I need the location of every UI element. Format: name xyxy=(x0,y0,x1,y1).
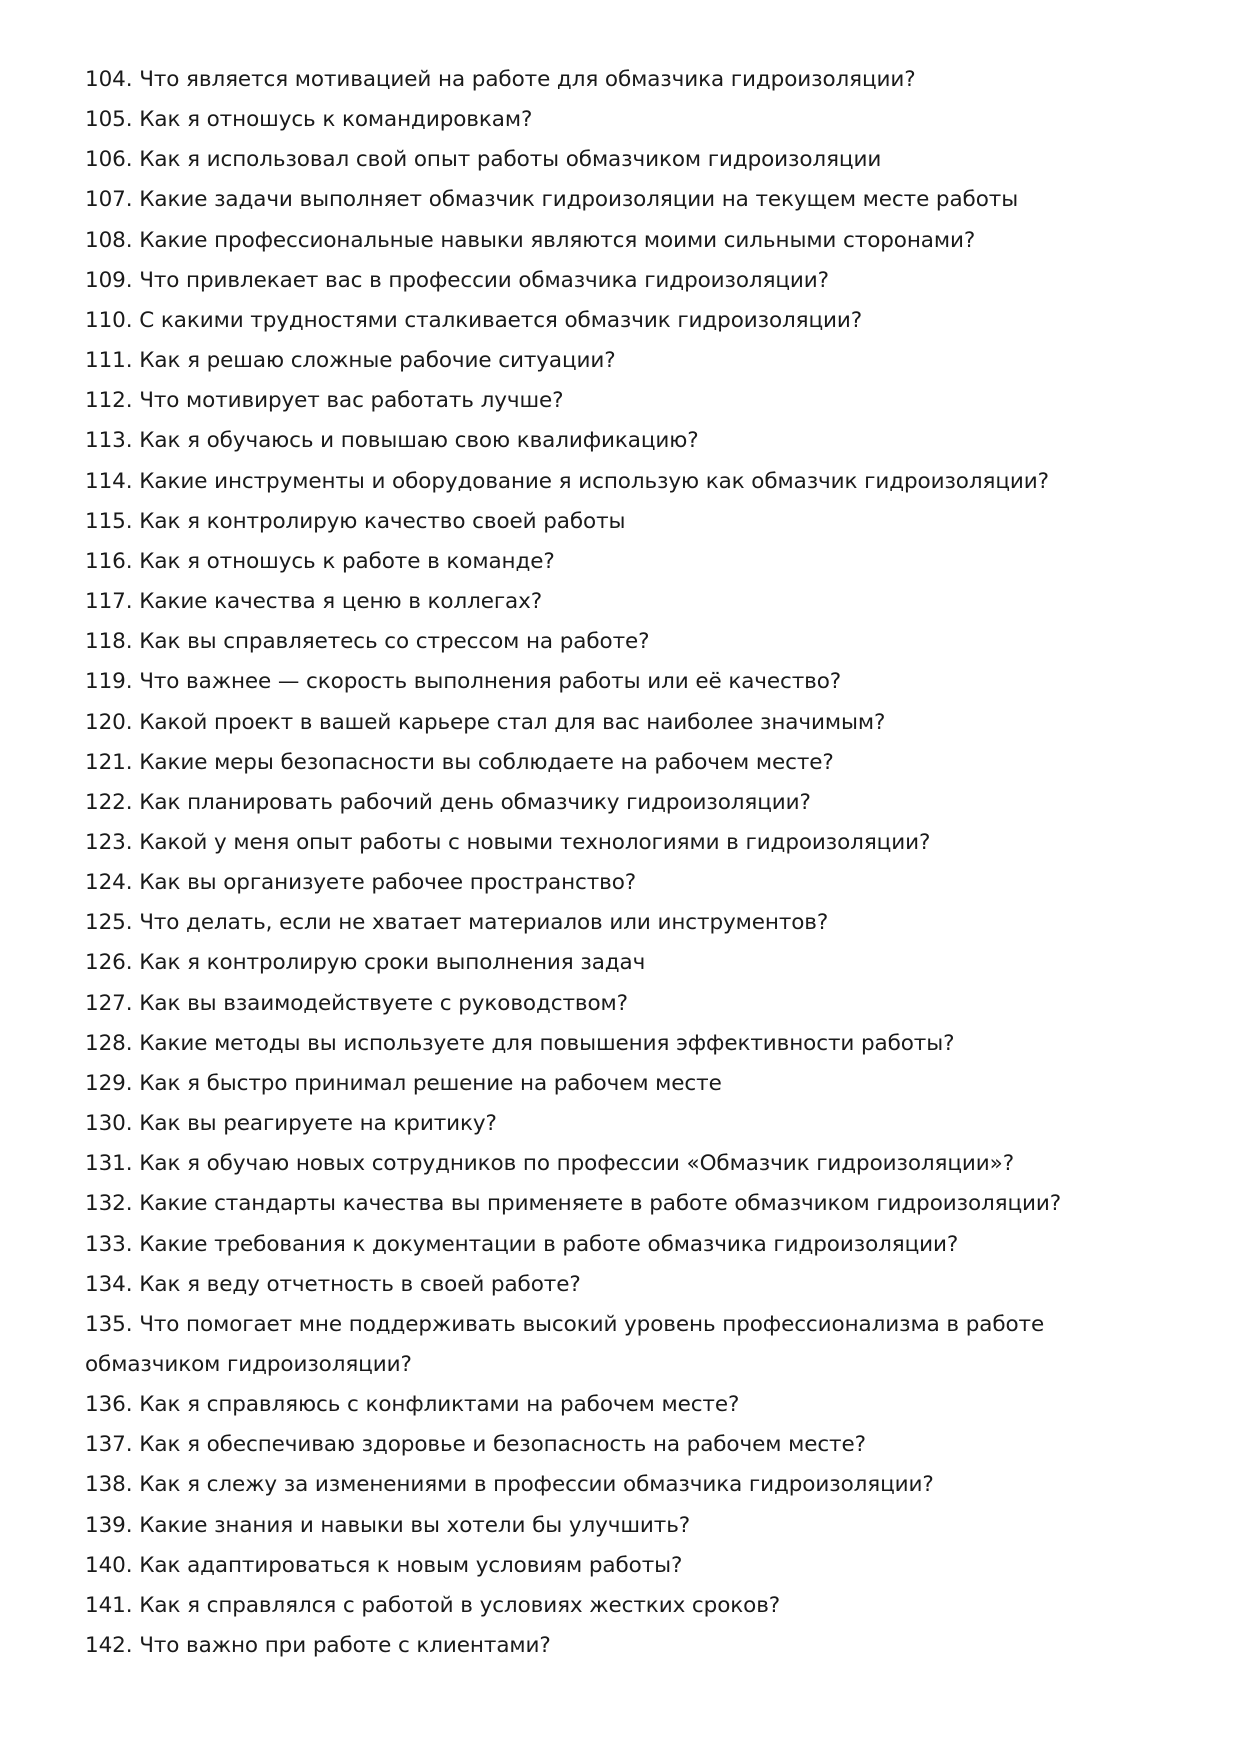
question-item: 111. Как я решаю сложные рабочие ситуации? xyxy=(85,348,616,374)
document-page xyxy=(85,60,1165,1666)
question-item: 116. Как я отношусь к работе в команде? xyxy=(85,548,555,574)
question-item: 118. Как вы справляетесь со стрессом на работе? xyxy=(85,629,650,655)
question-item: 108. Какие профессиональные навыки являются моими сильными сторонами? xyxy=(85,227,976,253)
question-item: 124. Как вы организуете рабочее пространство? xyxy=(85,870,637,896)
question-item: 130. Как вы реагируете на критику? xyxy=(85,1111,497,1137)
question-item: 134. Как я веду отчетность в своей работе? xyxy=(85,1271,581,1297)
question-item: 120. Какой проект в вашей карьере стал для вас наиболее значимым? xyxy=(85,709,886,735)
question-item: 127. Как вы взаимодействуете с руководством? xyxy=(85,990,628,1016)
question-item: 142. Что важно при работе с клиентами? xyxy=(85,1633,551,1659)
question-item: 137. Как я обеспечиваю здоровье и безопасность на рабочем месте? xyxy=(85,1432,866,1458)
question-item: 107. Какие задачи выполняет обмазчик гидроизоляции на текущем месте работы xyxy=(85,187,1019,213)
question-item: 117. Какие качества я ценю в коллегах? xyxy=(85,589,543,615)
question-item: 105. Как я отношусь к командировкам? xyxy=(85,107,533,133)
question-item: 112. Что мотивирует вас работать лучше? xyxy=(85,388,564,414)
question-item: 110. С какими трудностями сталкивается обмазчик гидроизоляции? xyxy=(85,307,863,333)
question-item: 113. Как я обучаюсь и повышаю свою квалификацию? xyxy=(85,428,699,454)
question-item: 125. Что делать, если не хватает материалов или инструментов? xyxy=(85,910,829,936)
question-item: 133. Какие требования к документации в работе обмазчика гидроизоляции? xyxy=(85,1231,959,1257)
question-item: 132. Какие стандарты качества вы применяете в работе обмазчиком гидроизоляции? xyxy=(85,1191,1062,1217)
question-item: 131. Как я обучаю новых сотрудников по профессии «Обмазчик гидроизоляции»? xyxy=(85,1151,1015,1177)
question-item: 129. Как я быстро принимал решение на рабочем месте xyxy=(85,1070,722,1096)
question-item: 138. Как я слежу за изменениями в профессии обмазчика гидроизоляции? xyxy=(85,1472,934,1498)
question-item: 119. Что важнее — скорость выполнения работы или её качество? xyxy=(85,669,842,695)
question-item: 114. Какие инструменты и оборудование я использую как обмазчик гидроизоляции? xyxy=(85,468,1049,494)
question-item: 128. Какие методы вы используете для повышения эффективности работы? xyxy=(85,1030,955,1056)
question-list xyxy=(85,60,1165,1666)
question-item: 121. Какие меры безопасности вы соблюдаете на рабочем месте? xyxy=(85,749,834,775)
question-item: 106. Как я использовал свой опыт работы обмазчиком гидроизоляции xyxy=(85,147,882,173)
question-item: 104. Что является мотивацией на работе для обмазчика гидроизоляции? xyxy=(85,67,916,92)
question-item: 141. Как я справлялся с работой в условиях жестких сроков? xyxy=(85,1592,781,1618)
question-item: 139. Какие знания и навыки вы хотели бы улучшить? xyxy=(85,1512,691,1538)
question-item: 123. Какой у меня опыт работы с новыми технологиями в гидроизоляции? xyxy=(85,829,931,855)
question-item: 126. Как я контролирую сроки выполнения задач xyxy=(85,950,646,976)
question-item: 136. Как я справляюсь с конфликтами на рабочем месте? xyxy=(85,1392,740,1418)
question-item: 109. Что привлекает вас в профессии обмазчика гидроизоляции? xyxy=(85,267,829,293)
question-item: 140. Как адаптироваться к новым условиям работы? xyxy=(85,1552,683,1578)
question-item: 122. Как планировать рабочий день обмазчику гидроизоляции? xyxy=(85,789,811,815)
question-item: 115. Как я контролирую качество своей работы xyxy=(85,508,626,534)
question-item: 135. Что помогает мне поддерживать высокий уровень профессионализма в работе обмазчиком гидроизоляции? xyxy=(85,1311,1045,1377)
